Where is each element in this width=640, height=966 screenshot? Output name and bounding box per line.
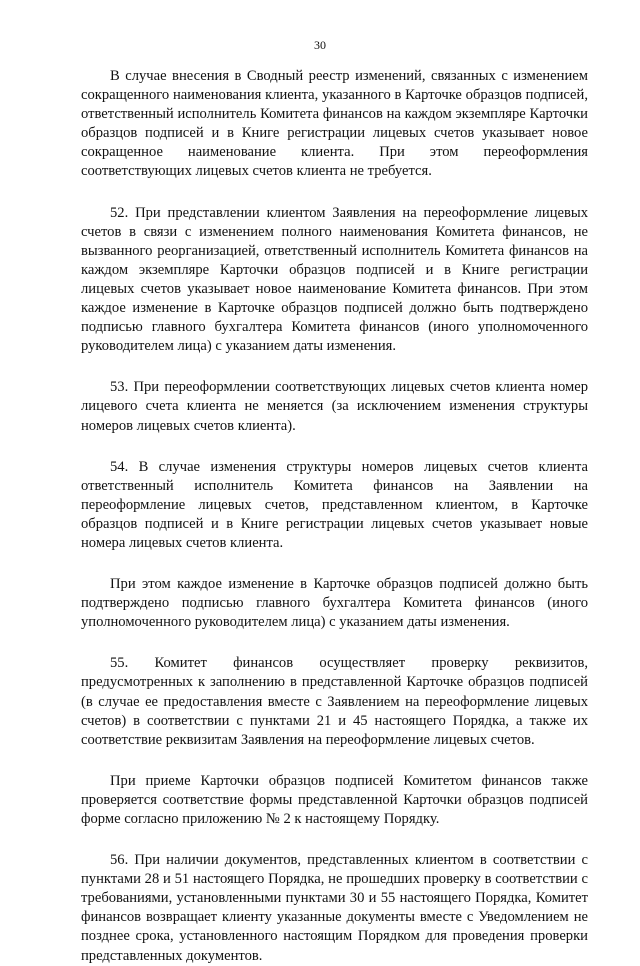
paragraph-55: 55. Комитет финансов осуществляет проверку реквизитов, предусмотренных к заполнению в представленной Карточке образцов подписей (в случае ее предоставления вместе с Заявлением на переоформление лицевых счетов) в соответствии с пунктами 21 и 45 настоящего Порядка, а также их соответствие реквизитам Заявления на переоформление лицевых счетов. [81, 655, 588, 748]
paragraph-52: 52. При представлении клиентом Заявления на переоформление лицевых счетов в связи с изменением полного наименования Комитета финансов, не вызванного реорганизацией, ответственный исполнитель Комитета финансов на каждом экземпляре Карточки образцов подписей и в Книге регистрации лицевых счетов указывает новое наименование Комитета финансов. При этом каждое изменение в Карточке образцов подписей должно быть подтверждено подписью главного бухгалтера Комитета финансов (иного уполномоченного руководителем лица) с указанием даты изменения. [81, 204, 588, 355]
paragraph-53: 53. При переоформлении соответствующих лицевых счетов клиента номер лицевого счета клиента не меняется (за исключением изменения структуры номеров лицевых счетов клиента). [81, 379, 588, 434]
paragraph-54: 54. В случае изменения структуры номеров лицевых счетов клиента ответственный исполнитель Комитета финансов на Заявлении на переоформление лицевых счетов, представленном клиентом, в Карточке образцов подписей и в Книге регистрации лицевых счетов указывает новые номера лицевых счетов клиента. [81, 458, 588, 551]
paragraph-sokrashchennoe-naimenovanie: В случае внесения в Сводный реестр изменений, связанных с изменением сокращенного наименования клиента, указанного в Карточке образцов подписей, ответственный исполнитель Комитета финансов на каждом экземпляре Карточки образцов подписей и в Книге регистрации лицевых счетов указывает новое сокращенное наименование клиента. При этом переоформления соответствующих лицевых счетов клиента не требуется. [81, 68, 588, 180]
document-body [81, 67, 588, 966]
paragraph-54-continuation: При этом каждое изменение в Карточке образцов подписей должно быть подтверждено подписью главного бухгалтера Комитета финансов (иного уполномоченного руководителем лица) с указанием даты изменения. [81, 576, 588, 631]
paragraph-56: 56. При наличии документов, представленных клиентом в соответствии с пунктами 28 и 51 настоящего Порядка, не прошедших проверку в соответствии с требованиями, установленными пунктами 30 и 55 настоящего Порядка, Комитет финансов возвращает клиенту указанные документы вместе с Уведомлением не позднее срока, установленного настоящим Порядком для проведения проверки представленных документов. [81, 852, 588, 964]
paragraph-55-continuation: При приеме Карточки образцов подписей Комитетом финансов также проверяется соответствие формы представленной Карточки образцов подписей форме согласно приложению № 2 к настоящему Порядку. [81, 772, 588, 827]
page-number: 30 [314, 38, 326, 52]
